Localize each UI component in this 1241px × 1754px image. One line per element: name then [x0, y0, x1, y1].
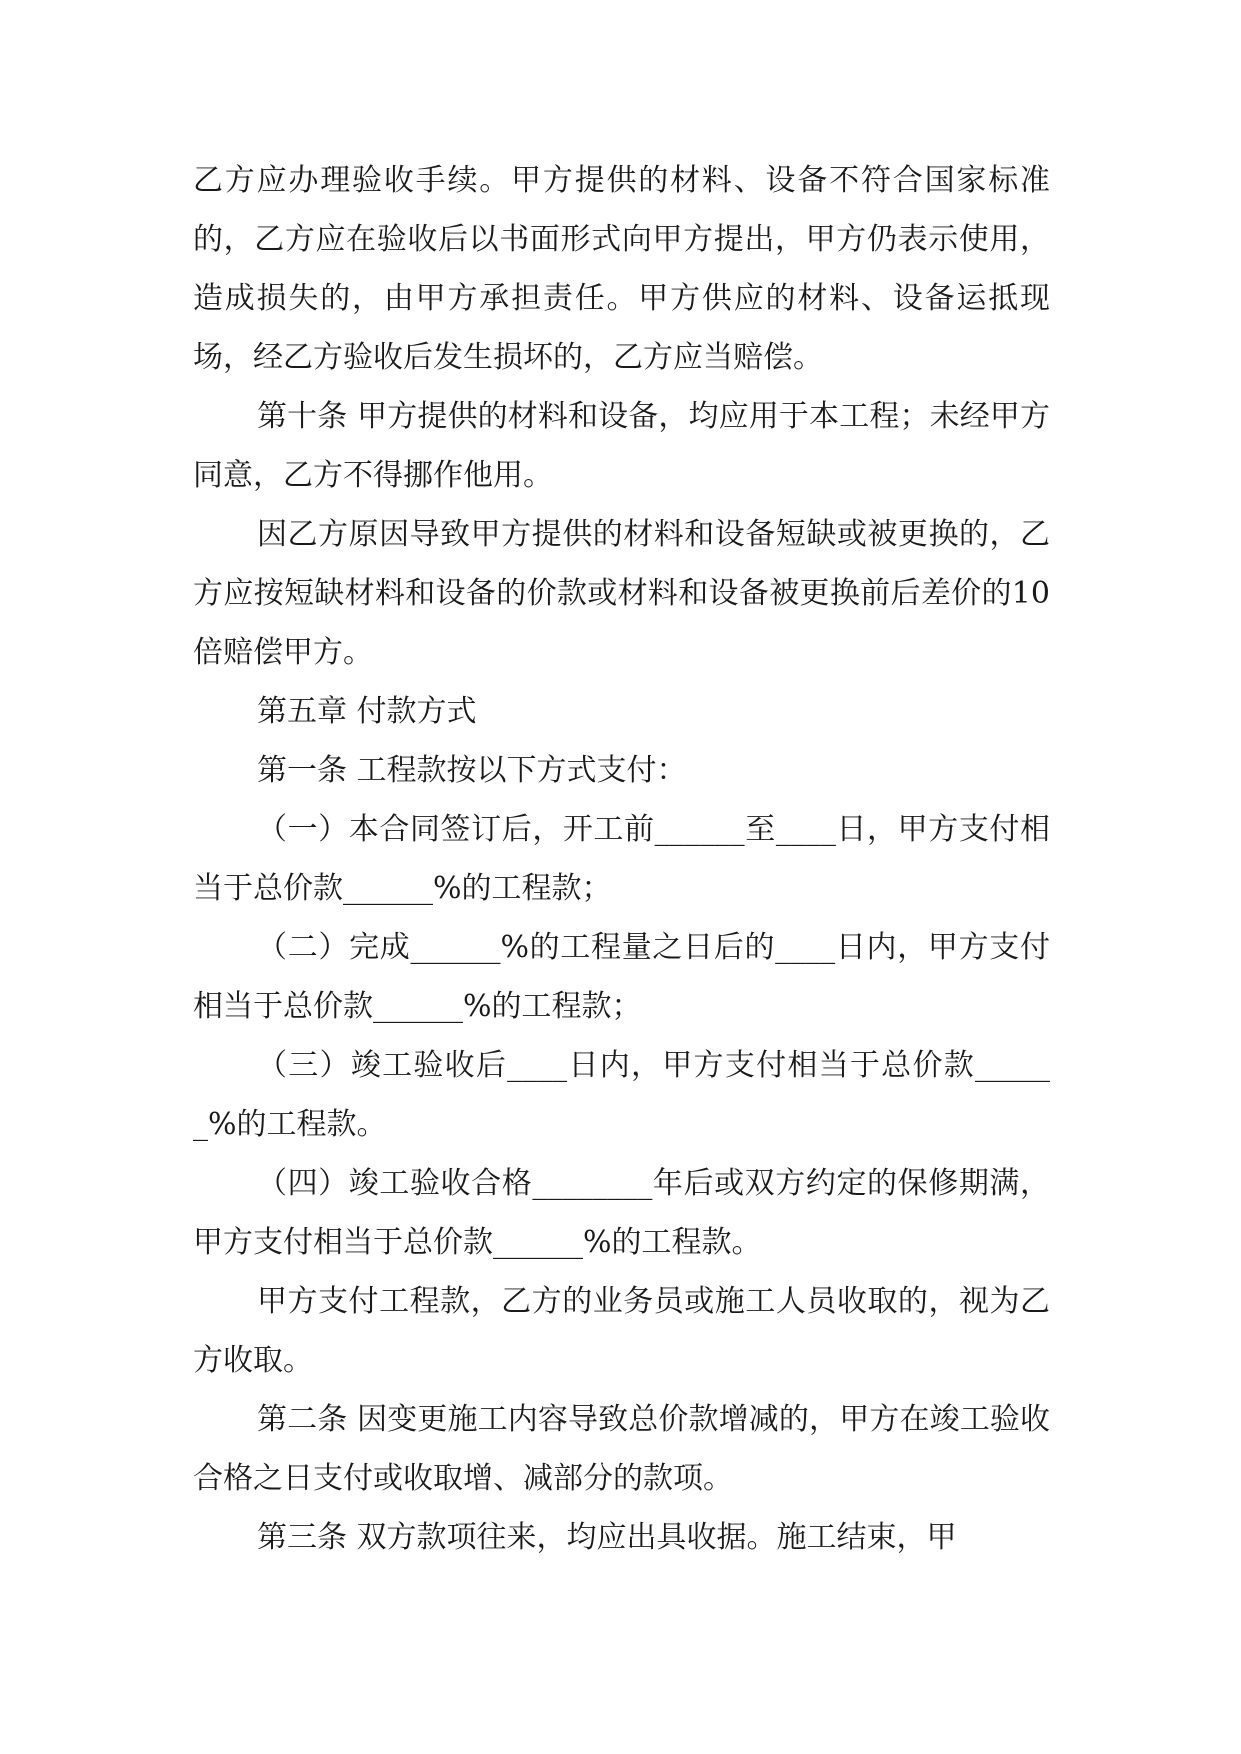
payment-item-3: （三）竣工验收后____日内，甲方支付相当于总价款______%的工程款。: [193, 1048, 1050, 1142]
chapter-5-heading: 第五章 付款方式: [257, 694, 477, 729]
paragraph-shortage-compensation: 因乙方原因导致甲方提供的材料和设备短缺或被更换的，乙方应按短缺材料和设备的价款或材料和设备被更换前后差价的10倍赔偿甲方。: [193, 517, 1050, 670]
paragraph-acceptance-procedure: 乙方应办理验收手续。甲方提供的材料、设备不符合国家标准的，乙方应在验收后以书面形式向甲方提出，甲方仍表示使用，造成损失的，由甲方承担责任。甲方供应的材料、设备运抵现场，经乙方验收后发生损坏的，乙方应当赔偿。: [193, 163, 1050, 375]
paragraph-article-2: 第二条 因变更施工内容导致总价款增减的，甲方在竣工验收合格之日支付或收取增、减部分的款项。: [193, 1402, 1050, 1496]
payment-item-1: （一）本合同签订后，开工前______至____日，甲方支付相当于总价款______%的工程款；: [193, 812, 1050, 906]
paragraph-payment-receipt: 甲方支付工程款，乙方的业务员或施工人员收取的，视为乙方收取。: [193, 1284, 1050, 1378]
document-page: [193, 151, 1050, 1567]
payment-item-4: （四）竣工验收合格________年后或双方约定的保修期满，甲方支付相当于总价款______%的工程款。: [193, 1166, 1050, 1260]
paragraph-article-3: 第三条 双方款项往来，均应出具收据。施工结束，甲: [257, 1520, 957, 1555]
payment-item-2: （二）完成______%的工程量之日后的____日内，甲方支付相当于总价款______%的工程款；: [193, 930, 1050, 1024]
paragraph-article-1-payment: 第一条 工程款按以下方式支付：: [257, 753, 687, 788]
paragraph-article-10: 第十条 甲方提供的材料和设备，均应用于本工程；未经甲方同意，乙方不得挪作他用。: [193, 399, 1050, 493]
